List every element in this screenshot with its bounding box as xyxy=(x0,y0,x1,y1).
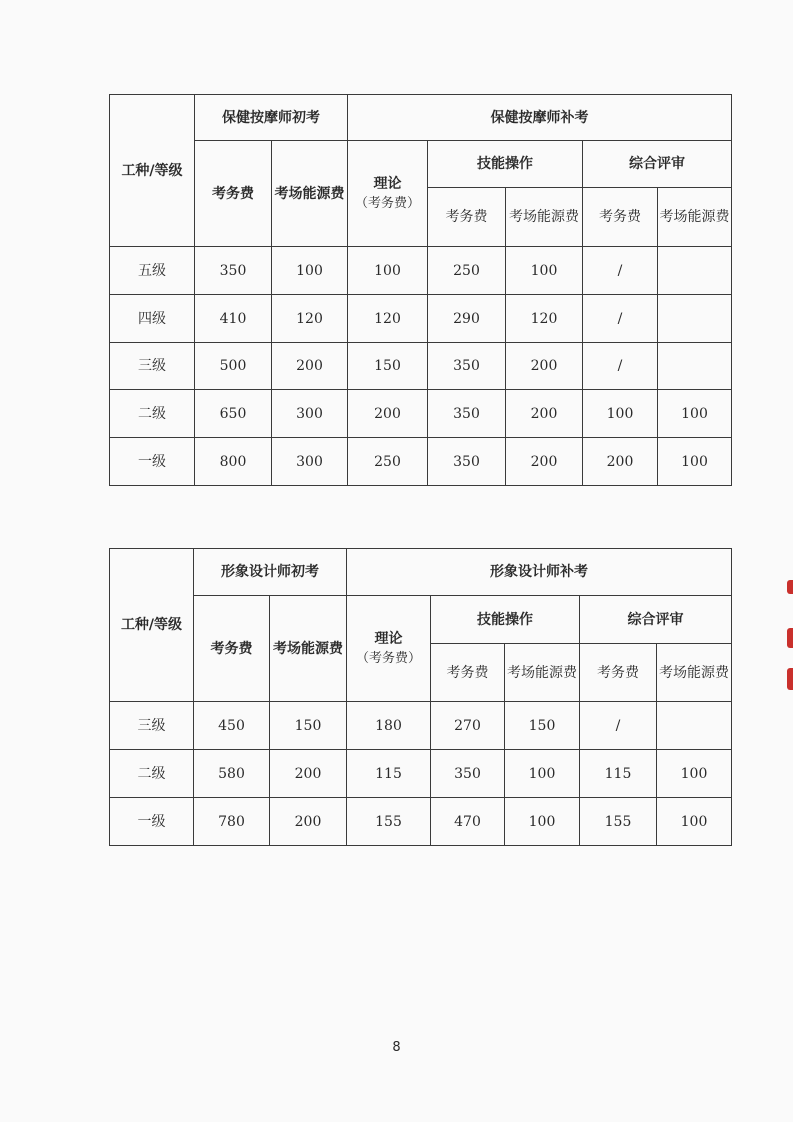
value-cell: / xyxy=(583,295,658,343)
value-cell: 470 xyxy=(431,798,505,846)
value-cell: 800 xyxy=(195,438,272,486)
value-cell: 650 xyxy=(195,390,272,438)
skill-op-header: 技能操作 xyxy=(428,141,583,188)
value-cell: 100 xyxy=(658,438,732,486)
venue-fee-header: 考场能源费 xyxy=(272,141,348,247)
table-row xyxy=(110,702,732,750)
seal-edge-mark xyxy=(787,628,793,648)
comp-venue-fee-header: 考场能源费 xyxy=(657,644,732,702)
initial-exam-header: 保健按摩师初考 xyxy=(195,95,348,141)
level-cell: 五级 xyxy=(110,247,195,295)
value-cell: / xyxy=(583,343,658,390)
level-cell: 三级 xyxy=(110,343,195,390)
seal-edge-mark xyxy=(787,580,793,594)
theory-sub-label: （考务费） xyxy=(354,195,420,211)
skill-venue-fee-header: 考场能源费 xyxy=(505,644,580,702)
corner-header: 工种/等级 xyxy=(110,95,195,247)
level-cell: 二级 xyxy=(110,390,195,438)
seal-edge-mark xyxy=(787,668,793,690)
comp-exam-fee-header: 考务费 xyxy=(583,188,658,247)
value-cell: 350 xyxy=(431,750,505,798)
value-cell: 100 xyxy=(348,247,428,295)
value-cell: 350 xyxy=(428,343,506,390)
value-cell: 200 xyxy=(506,438,583,486)
table-row xyxy=(110,750,732,798)
value-cell: 200 xyxy=(348,390,428,438)
theory-header xyxy=(347,596,431,702)
value-cell: 150 xyxy=(270,702,347,750)
value-cell: 290 xyxy=(428,295,506,343)
value-cell: 450 xyxy=(194,702,270,750)
value-cell: 115 xyxy=(347,750,431,798)
value-cell: 155 xyxy=(347,798,431,846)
value-cell xyxy=(658,295,732,343)
value-cell: 155 xyxy=(580,798,657,846)
fee-table-massage xyxy=(109,94,732,486)
level-cell: 三级 xyxy=(110,702,194,750)
value-cell xyxy=(658,247,732,295)
comp-venue-fee-header: 考场能源费 xyxy=(658,188,732,247)
value-cell: 300 xyxy=(272,390,348,438)
corner-header: 工种/等级 xyxy=(110,549,194,702)
value-cell: 150 xyxy=(505,702,580,750)
skill-exam-fee-header: 考务费 xyxy=(431,644,505,702)
table-row xyxy=(110,247,732,295)
table-row xyxy=(110,798,732,846)
theory-label: 理论 xyxy=(374,630,403,647)
retake-exam-header: 形象设计师补考 xyxy=(347,549,732,596)
value-cell: 100 xyxy=(505,798,580,846)
exam-fee-header: 考务费 xyxy=(195,141,272,247)
value-cell: 500 xyxy=(195,343,272,390)
value-cell xyxy=(658,343,732,390)
value-cell: 115 xyxy=(580,750,657,798)
value-cell: 200 xyxy=(506,343,583,390)
value-cell: 100 xyxy=(657,750,732,798)
retake-exam-header: 保健按摩师补考 xyxy=(348,95,732,141)
table-row xyxy=(110,390,732,438)
level-cell: 二级 xyxy=(110,750,194,798)
value-cell: 270 xyxy=(431,702,505,750)
value-cell: 780 xyxy=(194,798,270,846)
value-cell xyxy=(657,702,732,750)
level-cell: 一级 xyxy=(110,438,195,486)
skill-exam-fee-header: 考务费 xyxy=(428,188,506,247)
skill-op-header: 技能操作 xyxy=(431,596,580,644)
value-cell: 350 xyxy=(428,390,506,438)
initial-exam-header: 形象设计师初考 xyxy=(194,549,347,596)
value-cell: 100 xyxy=(505,750,580,798)
value-cell: 120 xyxy=(506,295,583,343)
level-cell: 一级 xyxy=(110,798,194,846)
theory-sub-label: （考务费） xyxy=(355,650,421,666)
value-cell: 200 xyxy=(272,343,348,390)
skill-venue-fee-header: 考场能源费 xyxy=(506,188,583,247)
page-number: 8 xyxy=(392,1040,401,1055)
theory-label: 理论 xyxy=(373,175,402,192)
fee-table-image-design xyxy=(109,548,732,846)
value-cell: 100 xyxy=(272,247,348,295)
value-cell: 300 xyxy=(272,438,348,486)
table-row xyxy=(110,438,732,486)
value-cell: 180 xyxy=(347,702,431,750)
value-cell: 350 xyxy=(195,247,272,295)
value-cell: 250 xyxy=(428,247,506,295)
theory-header xyxy=(348,141,428,247)
value-cell: / xyxy=(583,247,658,295)
venue-fee-header: 考场能源费 xyxy=(270,596,347,702)
comprehensive-header: 综合评审 xyxy=(583,141,732,188)
comprehensive-header: 综合评审 xyxy=(580,596,732,644)
value-cell: 250 xyxy=(348,438,428,486)
value-cell: 120 xyxy=(348,295,428,343)
exam-fee-header: 考务费 xyxy=(194,596,270,702)
value-cell: 200 xyxy=(583,438,658,486)
level-cell: 四级 xyxy=(110,295,195,343)
value-cell: 200 xyxy=(506,390,583,438)
value-cell: 100 xyxy=(657,798,732,846)
value-cell: 120 xyxy=(272,295,348,343)
value-cell: 100 xyxy=(658,390,732,438)
comp-exam-fee-header: 考务费 xyxy=(580,644,657,702)
value-cell: 200 xyxy=(270,798,347,846)
value-cell: 200 xyxy=(270,750,347,798)
value-cell: / xyxy=(580,702,657,750)
value-cell: 150 xyxy=(348,343,428,390)
table-row xyxy=(110,295,732,343)
value-cell: 100 xyxy=(583,390,658,438)
value-cell: 580 xyxy=(194,750,270,798)
table-row xyxy=(110,343,732,390)
value-cell: 350 xyxy=(428,438,506,486)
value-cell: 410 xyxy=(195,295,272,343)
value-cell: 100 xyxy=(506,247,583,295)
